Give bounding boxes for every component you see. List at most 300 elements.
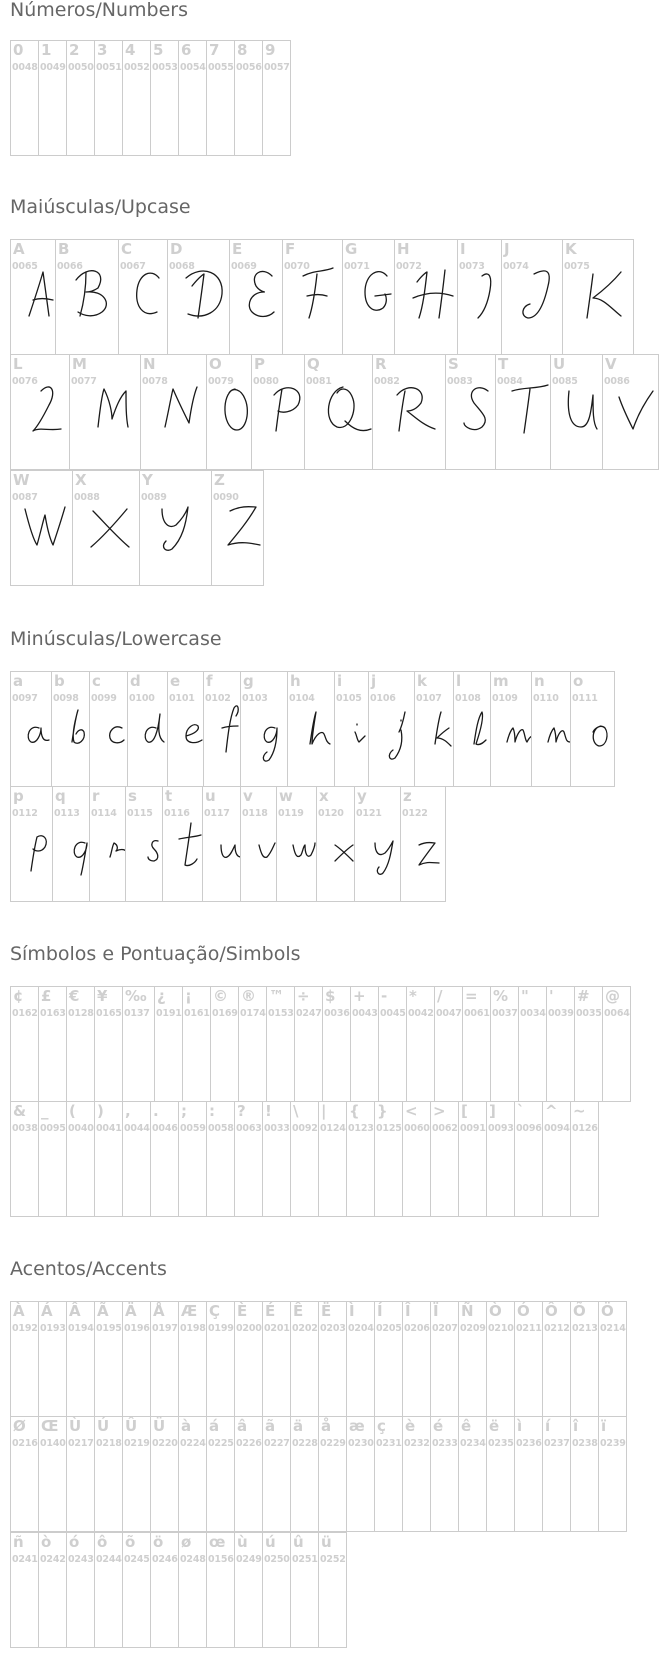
glyph-code-label: 0039 (548, 1008, 574, 1019)
script-glyph-stroke (148, 841, 158, 861)
glyph-code-label: 0211 (516, 1323, 542, 1334)
glyph-cell (266, 986, 295, 1102)
glyph-char-label: X (75, 471, 87, 489)
glyph-char-label: z (403, 787, 412, 805)
glyph-cell (350, 986, 379, 1102)
glyph-char-label: Î (405, 1302, 411, 1320)
glyph-cell (378, 986, 407, 1102)
glyph-code-label: 0094 (544, 1123, 570, 1134)
glyph-cell (346, 1101, 375, 1217)
glyph-code-label: 0109 (492, 693, 518, 704)
glyph-char-label: g (243, 672, 254, 690)
glyph-cell (178, 1416, 207, 1532)
glyph-char-label: 4 (125, 41, 136, 59)
glyph-grid-accents (10, 1301, 627, 1649)
glyph-code-label: 0102 (205, 693, 231, 704)
script-glyph-stroke (355, 724, 365, 742)
glyph-cell (457, 239, 502, 355)
glyph-code-label: 0045 (380, 1008, 406, 1019)
glyph-cell (69, 354, 141, 470)
glyph-code-label: 0119 (278, 808, 304, 819)
glyph-code-label: 0231 (376, 1438, 402, 1449)
glyph-code-label: 0104 (289, 693, 315, 704)
glyph-cell (542, 1101, 571, 1217)
glyph-char-label: Ê (293, 1302, 304, 1320)
glyph-char-label: 9 (265, 41, 276, 59)
glyph-cell (38, 986, 67, 1102)
glyph-cell (167, 671, 204, 787)
glyph-code-label: 0090 (213, 492, 239, 503)
glyph-cell (402, 1101, 431, 1217)
script-glyph (415, 672, 454, 787)
script-glyph-stroke (303, 268, 333, 318)
glyph-char-label: + (353, 987, 366, 1005)
script-glyph-stroke (162, 507, 188, 550)
script-glyph-stroke (512, 385, 548, 433)
glyph-code-label: 0098 (53, 693, 79, 704)
glyph-cell (354, 786, 401, 902)
glyph-code-label: 0165 (96, 1008, 122, 1019)
glyph-char-label: q (55, 787, 66, 805)
glyph-char-label: ç (377, 1417, 386, 1435)
glyph-code-label: 0238 (572, 1438, 598, 1449)
glyph-char-label: V (605, 355, 617, 373)
glyph-char-label: a (13, 672, 24, 690)
glyph-char-label: w (279, 787, 293, 805)
glyph-char-label: J (504, 240, 510, 258)
glyph-char-label: b (54, 672, 65, 690)
script-glyph-stroke (25, 507, 65, 545)
glyph-code-label: 0092 (292, 1123, 318, 1134)
glyph-cell (178, 1301, 207, 1417)
glyph-char-label: I (460, 240, 466, 258)
glyph-cell (10, 354, 70, 470)
glyph-char-label: W (13, 471, 30, 489)
glyph-cell (453, 671, 491, 787)
glyph-code-label: 0046 (152, 1123, 178, 1134)
glyph-char-label: i (337, 672, 343, 690)
script-glyph (203, 787, 241, 902)
glyph-cell (318, 1416, 347, 1532)
glyph-cell (10, 986, 39, 1102)
script-glyph-stroke (335, 845, 353, 861)
glyph-char-label: T (498, 355, 509, 373)
glyph-char-label: ? (237, 1102, 246, 1120)
glyph-cell (51, 671, 90, 787)
glyph-code-label: 0112 (12, 808, 38, 819)
glyph-char-label: û (293, 1533, 304, 1551)
glyph-code-label: 0033 (264, 1123, 290, 1134)
glyph-code-label: 0234 (460, 1438, 486, 1449)
glyph-cell (94, 1301, 123, 1417)
glyph-grid-lowercase (10, 671, 615, 903)
glyph-cell (122, 1301, 151, 1417)
glyph-cell (122, 1532, 151, 1648)
script-glyph (90, 672, 128, 787)
glyph-char-label: ö (153, 1533, 164, 1551)
glyph-cell (178, 40, 207, 156)
script-glyph (283, 240, 343, 355)
glyph-cell (290, 1532, 319, 1648)
script-glyph-stroke (165, 387, 197, 427)
glyph-char-label: o (573, 672, 584, 690)
glyph-cell (434, 986, 463, 1102)
glyph-char-label: Æ (181, 1302, 198, 1320)
glyph-code-label: 0224 (180, 1438, 206, 1449)
glyph-cell (10, 671, 52, 787)
glyph-char-label: € (69, 987, 80, 1005)
glyph-code-label: 0232 (404, 1438, 430, 1449)
glyph-char-label: ¡ (185, 987, 192, 1005)
glyph-char-label: Ú (97, 1417, 110, 1435)
glyph-char-label: = (465, 987, 478, 1005)
glyph-code-label: 0169 (212, 1008, 238, 1019)
glyph-char-label: õ (125, 1533, 136, 1551)
script-glyph (11, 471, 73, 586)
glyph-char-label: 7 (209, 41, 220, 59)
glyph-cell (234, 1301, 263, 1417)
glyph-char-label: S (448, 355, 459, 373)
script-glyph-stroke (98, 389, 128, 427)
script-glyph (11, 672, 52, 787)
glyph-code-label: 0212 (544, 1323, 570, 1334)
glyph-code-label: 0125 (376, 1123, 402, 1134)
glyph-code-label: 0085 (552, 376, 578, 387)
glyph-char-label: % (493, 987, 509, 1005)
glyph-code-label: 0056 (236, 62, 262, 73)
glyph-char-label: Ä (125, 1302, 137, 1320)
glyph-code-label: 0036 (324, 1008, 350, 1019)
glyph-cell (374, 1301, 403, 1417)
glyph-cell (542, 1301, 571, 1417)
glyph-cell (150, 40, 179, 156)
glyph-char-label: 6 (181, 41, 192, 59)
script-glyph (11, 355, 70, 470)
glyph-cell (210, 986, 239, 1102)
glyph-cell (203, 671, 241, 787)
glyph-code-label: 0237 (544, 1438, 570, 1449)
glyph-code-label: 0081 (306, 376, 332, 387)
script-glyph (90, 787, 126, 902)
glyph-cell (10, 1532, 39, 1648)
glyph-cell (89, 786, 126, 902)
script-glyph-stroke (310, 712, 330, 744)
glyph-code-label: 0216 (12, 1438, 38, 1449)
glyph-code-label: 0043 (352, 1008, 378, 1019)
script-glyph-stroke (274, 388, 300, 431)
glyph-char-label: ¢ (13, 987, 24, 1005)
glyph-code-label: 0227 (264, 1438, 290, 1449)
glyph-cell (262, 1101, 291, 1217)
glyph-code-label: 0099 (91, 693, 117, 704)
glyph-cell (368, 671, 415, 787)
glyph-code-label: 0100 (129, 693, 155, 704)
glyph-code-label: 0163 (40, 1008, 66, 1019)
glyph-code-label: 0042 (408, 1008, 434, 1019)
script-glyph (317, 787, 355, 902)
glyph-char-label: ô (97, 1533, 108, 1551)
glyph-cell (290, 1301, 319, 1417)
glyph-code-label: 0228 (292, 1438, 318, 1449)
glyph-cell (414, 671, 454, 787)
glyph-cell (574, 986, 603, 1102)
glyph-cell (402, 1416, 431, 1532)
glyph-cell (486, 1101, 515, 1217)
glyph-code-label: 0074 (503, 261, 529, 272)
glyph-cell (462, 986, 491, 1102)
glyph-cell (346, 1301, 375, 1417)
glyph-code-label: 0225 (208, 1438, 234, 1449)
script-glyph-stroke (110, 843, 126, 857)
script-glyph-stroke (72, 710, 84, 743)
script-glyph-stroke (74, 842, 87, 875)
glyph-code-label: 0116 (164, 808, 190, 819)
glyph-code-label: 0037 (492, 1008, 518, 1019)
script-glyph (128, 672, 168, 787)
glyph-char-label: Œ (41, 1417, 59, 1435)
glyph-cell (38, 1416, 67, 1532)
glyph-cell (546, 986, 575, 1102)
glyph-char-label: r (92, 787, 100, 805)
glyph-cell (94, 40, 123, 156)
glyph-row (10, 986, 631, 1102)
glyph-cell (602, 986, 631, 1102)
glyph-cell (125, 786, 163, 902)
glyph-code-label: 0096 (516, 1123, 542, 1134)
glyph-code-label: 0071 (344, 261, 370, 272)
glyph-cell (282, 239, 343, 355)
glyph-cell (342, 239, 395, 355)
script-glyph-stroke (419, 843, 439, 866)
script-glyph-stroke (474, 712, 486, 745)
glyph-row (10, 1301, 627, 1417)
glyph-cell (211, 470, 264, 586)
glyph-code-label: 0245 (124, 1554, 150, 1565)
glyph-char-label: Y (142, 471, 153, 489)
glyph-cell (66, 1301, 95, 1417)
glyph-code-label: 0201 (264, 1323, 290, 1334)
glyph-char-label: Õ (573, 1302, 586, 1320)
script-glyph-stroke (587, 272, 621, 318)
glyph-cell (562, 239, 634, 355)
glyph-row (10, 471, 659, 587)
glyph-cell (406, 986, 435, 1102)
glyph-code-label: 0040 (68, 1123, 94, 1134)
script-glyph (277, 787, 317, 902)
script-glyph-stroke (33, 387, 61, 431)
glyph-code-label: 0236 (516, 1438, 542, 1449)
glyph-cell (38, 40, 67, 156)
glyph-code-label: 0052 (124, 62, 150, 73)
glyph-cell (514, 1101, 543, 1217)
glyph-char-label: ) (97, 1102, 104, 1120)
glyph-cell (178, 1101, 207, 1217)
glyph-char-label: k (417, 672, 427, 690)
script-glyph (551, 355, 603, 470)
glyph-code-label: 0124 (320, 1123, 346, 1134)
glyph-cell (66, 1416, 95, 1532)
glyph-cell (55, 239, 119, 355)
glyph-cell (316, 786, 355, 902)
glyph-char-label: : (209, 1102, 215, 1120)
script-glyph-stroke (28, 727, 49, 742)
glyph-char-label: Ö (601, 1302, 614, 1320)
glyph-char-label: î (573, 1417, 579, 1435)
glyph-cell (38, 1532, 67, 1648)
script-glyph (373, 355, 446, 470)
script-glyph (401, 787, 446, 902)
glyph-char-label: G (345, 240, 358, 258)
glyph-char-label: $ (325, 987, 336, 1005)
glyph-cell (514, 1301, 543, 1417)
glyph-char-label: ë (489, 1417, 500, 1435)
glyph-code-label: 0196 (124, 1323, 150, 1334)
glyph-char-label: t (165, 787, 173, 805)
glyph-char-label: æ (349, 1417, 365, 1435)
glyph-cell (10, 1301, 39, 1417)
script-glyph-stroke (389, 712, 405, 759)
glyph-code-label: 0095 (40, 1123, 66, 1134)
script-glyph-stroke (110, 727, 124, 743)
glyph-cell (202, 786, 241, 902)
glyph-code-label: 0137 (124, 1008, 150, 1019)
script-glyph (369, 672, 415, 787)
glyph-cell (10, 786, 53, 902)
glyph-code-label: 0161 (184, 1008, 210, 1019)
script-glyph (204, 672, 241, 787)
glyph-char-label: ì (517, 1417, 523, 1435)
glyph-cell (229, 239, 283, 355)
glyph-cell (514, 1416, 543, 1532)
glyph-cell (346, 1416, 375, 1532)
glyph-char-label: Ì (349, 1302, 355, 1320)
glyph-cell (490, 671, 532, 787)
glyph-char-label: e (170, 672, 181, 690)
script-glyph (563, 240, 634, 355)
glyph-cell (240, 671, 288, 787)
script-glyph-stroke (186, 725, 202, 743)
glyph-char-label: F (285, 240, 296, 258)
glyph-char-label: P (254, 355, 265, 373)
glyph-char-label: ^ (545, 1102, 558, 1120)
glyph-code-label: 0077 (71, 376, 97, 387)
glyph-code-label: 0239 (600, 1438, 626, 1449)
glyph-char-label: 0 (13, 41, 24, 59)
glyph-code-label: 0080 (253, 376, 279, 387)
glyph-char-label: 2 (69, 41, 80, 59)
glyph-cell (234, 1101, 263, 1217)
glyph-cell (66, 1532, 95, 1648)
glyph-code-label: 0174 (240, 1008, 266, 1019)
glyph-code-label: 0243 (68, 1554, 94, 1565)
glyph-cell (495, 354, 551, 470)
glyph-char-label: ï (601, 1417, 607, 1435)
glyph-code-label: 0248 (180, 1554, 206, 1565)
glyph-cell (140, 354, 207, 470)
glyph-char-label: , (125, 1102, 131, 1120)
glyph-char-label: { (349, 1102, 360, 1120)
glyph-cell (66, 40, 95, 156)
glyph-char-label: H (397, 240, 410, 258)
glyph-char-label: d (130, 672, 141, 690)
glyph-char-label: í (545, 1417, 551, 1435)
glyph-cell (262, 1301, 291, 1417)
script-glyph-stroke (568, 391, 597, 429)
glyph-code-label: 0066 (57, 261, 83, 272)
glyph-char-label: - (381, 987, 388, 1005)
glyph-char-label: l (456, 672, 462, 690)
glyph-char-label: Û (125, 1417, 138, 1435)
glyph-char-label: ; (181, 1102, 187, 1120)
glyph-char-label: ( (69, 1102, 76, 1120)
glyph-char-label: ü (321, 1533, 332, 1551)
glyph-cell (458, 1416, 487, 1532)
script-glyph (168, 240, 230, 355)
script-glyph-stroke (186, 271, 222, 318)
glyph-code-label: 0091 (460, 1123, 486, 1134)
glyph-cell (150, 1416, 179, 1532)
glyph-cell (304, 354, 373, 470)
glyph-code-label: 0093 (488, 1123, 514, 1134)
glyph-code-label: 0118 (242, 808, 268, 819)
glyph-code-label: 0200 (236, 1323, 262, 1334)
glyph-code-label: 0044 (124, 1123, 150, 1134)
glyph-char-label: ø (181, 1533, 192, 1551)
glyph-cell (287, 671, 335, 787)
glyph-code-label: 0054 (180, 62, 206, 73)
glyph-char-label: p (13, 787, 24, 805)
glyph-char-label: < (405, 1102, 418, 1120)
glyph-cell (430, 1101, 459, 1217)
glyph-char-label: * (409, 987, 417, 1005)
glyph-code-label: 0064 (604, 1008, 630, 1019)
glyph-cell (445, 354, 496, 470)
glyph-char-label: ó (69, 1533, 80, 1551)
glyph-code-label: 0121 (356, 808, 382, 819)
glyph-row (10, 40, 291, 156)
glyph-code-label: 0038 (12, 1123, 38, 1134)
glyph-cell (94, 986, 123, 1102)
glyph-cell (10, 470, 73, 586)
glyph-code-label: 0108 (455, 693, 481, 704)
section-title-symbols: Símbolos e Pontuação/Simbols (10, 943, 301, 965)
glyph-char-label: | (321, 1102, 327, 1120)
glyph-row (10, 1533, 627, 1649)
glyph-code-label: 0230 (348, 1438, 374, 1449)
glyph-code-label: 0195 (96, 1323, 122, 1334)
script-glyph-stroke (91, 509, 129, 547)
glyph-cell (240, 786, 277, 902)
glyph-cell (598, 1416, 627, 1532)
glyph-char-label: 8 (237, 41, 248, 59)
glyph-code-label: 0226 (236, 1438, 262, 1449)
glyph-code-label: 0202 (292, 1323, 318, 1334)
glyph-char-label: x (319, 787, 329, 805)
script-glyph (305, 355, 373, 470)
glyph-char-label: L (13, 355, 23, 373)
glyph-cell (122, 1416, 151, 1532)
script-glyph (454, 672, 491, 787)
script-glyph-stroke (507, 728, 532, 742)
glyph-cell (118, 239, 168, 355)
glyph-code-label: 0051 (96, 62, 122, 73)
glyph-char-label: Q (307, 355, 320, 373)
glyph-code-label: 0049 (40, 62, 66, 73)
glyph-cell (550, 354, 603, 470)
glyph-cell (38, 1101, 67, 1217)
glyph-code-label: 0101 (169, 693, 195, 704)
glyph-cell (122, 986, 155, 1102)
